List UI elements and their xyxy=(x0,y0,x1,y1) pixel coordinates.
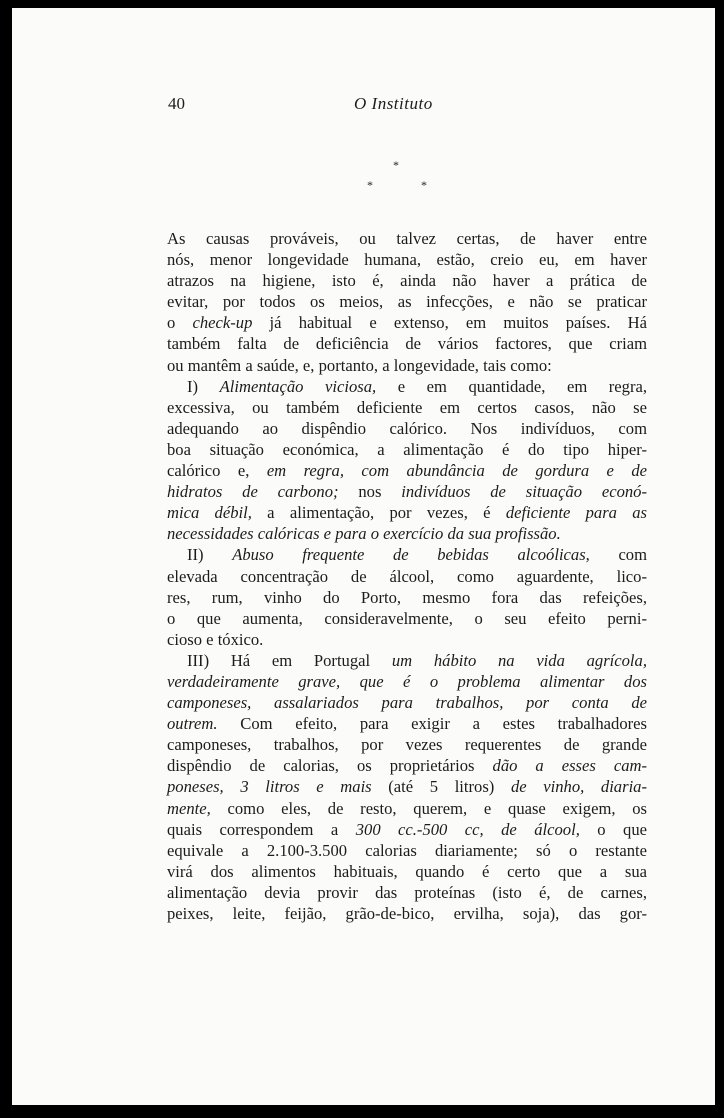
text-segment: quais correspondem a xyxy=(167,819,356,839)
text-segment: equivale a 2.100-3.500 calorias diariamente; só o restante xyxy=(167,840,647,860)
text-segment: virá dos alimentos habituais, quando é certo que a sua xyxy=(167,861,647,881)
text-line xyxy=(167,523,647,544)
text-segment: adequando ao dispêndio calórico. Nos indivíduos, com xyxy=(167,418,647,438)
text-segment: excessiva, ou também deficiente em certos casos, não se xyxy=(167,397,647,417)
text-line xyxy=(167,249,647,270)
text-line xyxy=(167,713,647,734)
text-line xyxy=(167,650,647,671)
italic-segment: check-up xyxy=(192,313,253,333)
text-line xyxy=(167,629,647,650)
text-line xyxy=(167,755,647,776)
text-segment: ou mantêm a saúde, e, portanto, a longevidade, tais como: xyxy=(167,355,552,375)
text-line xyxy=(167,734,647,755)
italic-segment: deficiente para as xyxy=(505,503,647,523)
italic-segment: Abuso frequente de bebidas alcoólicas, xyxy=(232,545,590,565)
italic-segment: necessidades calóricas e para o exercício da sua profissão. xyxy=(167,524,561,544)
text-line xyxy=(167,418,647,439)
text-segment: III) Há em Portugal xyxy=(187,650,392,670)
text-line xyxy=(167,355,647,376)
text-line xyxy=(167,544,647,565)
text-segment: cioso e tóxico. xyxy=(167,629,264,649)
text-line xyxy=(167,270,647,291)
page-number: 40 xyxy=(168,94,185,113)
text-segment: com xyxy=(589,545,648,565)
italic-segment: dão a esses cam- xyxy=(492,756,647,776)
text-segment: I) xyxy=(187,376,220,396)
italic-segment: hidratos de carbono; xyxy=(167,482,339,502)
text-segment: calórico e, xyxy=(167,461,267,481)
italic-segment: um hábito na vida agrícola, xyxy=(391,650,647,670)
text-segment: (até 5 litros) xyxy=(371,777,511,797)
text-segment: boa situação económica, a alimentação é do tipo hiper- xyxy=(167,439,647,459)
text-segment: camponeses, trabalhos, por vezes requerentes de grande xyxy=(167,735,647,755)
text-line xyxy=(167,291,647,312)
text-segment: dispêndio de calorias, os proprietários xyxy=(167,756,493,776)
text-segment: já habitual e extenso, em muitos países. Há xyxy=(252,313,647,333)
text-line xyxy=(167,587,647,608)
text-line xyxy=(167,397,647,418)
text-line xyxy=(167,840,647,861)
text-line xyxy=(167,882,647,903)
text-line xyxy=(167,460,647,481)
book-page xyxy=(12,8,715,1105)
text-segment: nos xyxy=(338,482,402,502)
italic-segment: poneses, 3 litros e mais xyxy=(167,777,372,797)
page-header xyxy=(168,94,644,120)
text-segment: alimentação devia provir das proteínas (isto é, de carnes, xyxy=(167,882,647,902)
text-line xyxy=(167,481,647,502)
text-line xyxy=(167,903,647,924)
italic-segment: Alimentação viciosa, xyxy=(219,376,377,396)
text-segment: evitar, por todos os meios, as infecções, e não se praticar xyxy=(167,292,647,312)
italic-segment: em regra, com abundância de gordura e de xyxy=(266,461,648,481)
text-line xyxy=(167,312,647,333)
italic-segment: 300 cc.-500 cc, de álcool, xyxy=(355,819,580,839)
text-line xyxy=(167,376,647,397)
text-segment: o xyxy=(167,313,193,333)
text-segment: elevada concentração de álcool, como aguardente, lico- xyxy=(167,566,647,586)
text-line xyxy=(167,566,647,587)
text-segment: como eles, de resto, querem, e quase exigem, os xyxy=(210,798,647,818)
text-segment: também falta de deficiência de vários factores, que criam xyxy=(167,334,647,354)
text-line xyxy=(167,692,647,713)
text-segment: atrazos na higiene, isto é, ainda não haver a prática de xyxy=(167,271,647,291)
text-line xyxy=(167,608,647,629)
section-break-asterisks xyxy=(367,158,427,198)
text-segment: o que aumenta, consideravelmente, o seu efeito perni- xyxy=(167,608,647,628)
text-line xyxy=(167,776,647,797)
text-line xyxy=(167,333,647,354)
text-segment: e em quantidade, em regra, xyxy=(376,376,648,396)
asterisk-right: * xyxy=(421,178,427,192)
italic-segment: camponeses, assalariados para trabalhos, por conta de xyxy=(167,693,647,713)
italic-segment: de vinho, diaria- xyxy=(510,777,647,797)
text-segment: o que xyxy=(579,819,647,839)
text-line xyxy=(167,671,647,692)
text-line xyxy=(167,502,647,523)
text-segment: Com efeito, para exigir a estes trabalhadores xyxy=(217,714,647,734)
asterisk-left: * xyxy=(367,178,373,192)
italic-segment: verdadeiramente grave, que é o problema alimentar dos xyxy=(167,671,647,691)
text-segment: nós, menor longevidade humana, estão, creio eu, em haver xyxy=(167,250,647,270)
italic-segment: outrem. xyxy=(167,714,218,734)
running-title: O Instituto xyxy=(354,94,433,113)
text-line xyxy=(167,439,647,460)
asterisk-top: * xyxy=(393,158,399,172)
text-segment: As causas prováveis, ou talvez certas, de haver entre xyxy=(167,229,647,248)
italic-segment: mente, xyxy=(167,798,211,818)
italic-segment: mica débil, xyxy=(167,503,252,523)
text-segment: peixes, leite, feijão, grão-de-bico, ervilha, soja), das gor- xyxy=(167,904,647,923)
text-line xyxy=(167,819,647,840)
text-line xyxy=(167,798,647,819)
text-segment: II) xyxy=(187,545,233,565)
text-segment: a alimentação, por vezes, é xyxy=(251,503,506,523)
italic-segment: indivíduos de situação econó- xyxy=(401,482,647,502)
text-segment: res, rum, vinho do Porto, mesmo fora das refeições, xyxy=(167,587,647,607)
text-line xyxy=(167,861,647,882)
text-line xyxy=(167,228,647,249)
body-text xyxy=(167,228,647,924)
